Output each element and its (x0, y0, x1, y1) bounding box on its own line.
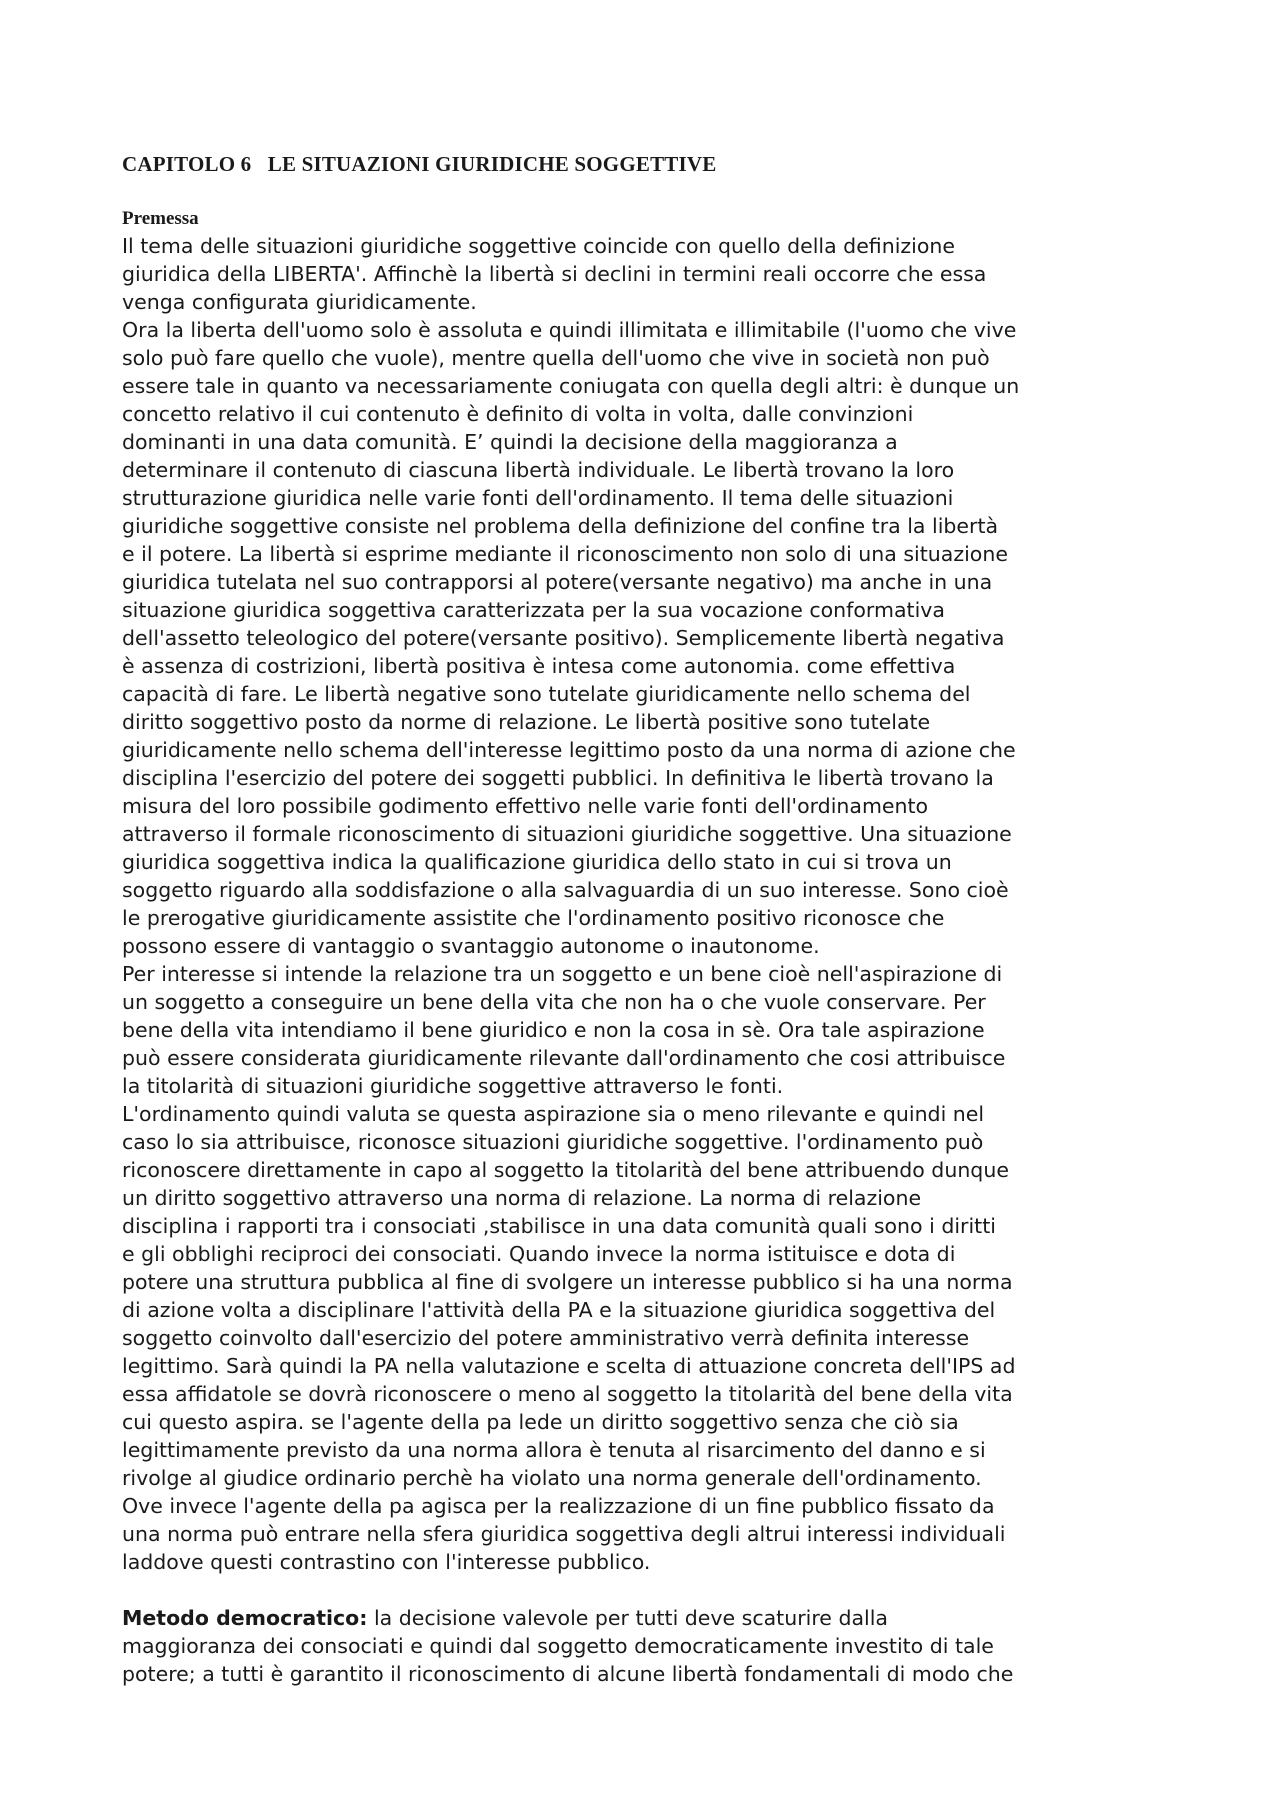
text-line: dominanti in una data comunità. E’ quindi la decisione della maggioranza a (122, 430, 898, 454)
paragraph-spacer (122, 1576, 1168, 1604)
premessa-body (122, 232, 1168, 1576)
text-line: essa affidatole se dovrà riconoscere o meno al soggetto la titolarità del bene della vita (122, 1382, 1013, 1406)
section-heading-premessa: Premessa (122, 208, 199, 229)
text-line: le prerogative giuridicamente assistite che l'ordinamento positivo riconosce che (122, 906, 945, 930)
metodo-first-line (122, 1604, 1168, 1632)
text-line: giuridica tutelata nel suo contrapporsi al potere(versante negativo) ma anche in una (122, 570, 993, 594)
text-line: capacità di fare. Le libertà negative sono tutelate giuridicamente nello schema del (122, 682, 971, 706)
text-line: un soggetto a conseguire un bene della vita che non ha o che vuole conservare. Per (122, 990, 986, 1014)
metodo-democratico-paragraph (122, 1604, 1168, 1688)
text-line: strutturazione giuridica nelle varie fonti dell'ordinamento. Il tema delle situazioni (122, 486, 954, 510)
text-line: disciplina l'esercizio del potere dei soggetti pubblici. In definitiva le libertà trovano la (122, 766, 994, 790)
text-line: può essere considerata giuridicamente rilevante dall'ordinamento che cosi attribuisce (122, 1046, 1006, 1070)
text-line: potere una struttura pubblica al fine di svolgere un interesse pubblico si ha una norma (122, 1270, 1013, 1294)
text-line: concetto relativo il cui contenuto è definito di volta in volta, dalle convinzioni (122, 402, 914, 426)
text-line: soggetto coinvolto dall'esercizio del potere amministrativo verrà definita interesse (122, 1326, 970, 1350)
text-line: attraverso il formale riconoscimento di situazioni giuridiche soggettive. Una situazione (122, 822, 1012, 846)
text-line: e gli obblighi reciproci dei consociati. Quando invece la norma istituisce e dota di (122, 1242, 956, 1266)
text-line: e il potere. La libertà si esprime mediante il riconoscimento non solo di una situazione (122, 542, 1008, 566)
text-line: soggetto riguardo alla soddisfazione o alla salvaguardia di un suo interesse. Sono cioè (122, 878, 1009, 902)
text-line: Ove invece l'agente della pa agisca per la realizzazione di un fine pubblico fissato da (122, 1494, 995, 1518)
text-line: è assenza di costrizioni, libertà positiva è intesa come autonomia. come effettiva (122, 654, 956, 678)
text-line: di azione volta a disciplinare l'attività della PA e la situazione giuridica soggettiva del (122, 1298, 996, 1322)
text-line: cui questo aspira. se l'agente della pa lede un diritto soggettivo senza che ciò sia (122, 1410, 959, 1434)
document-page (122, 150, 1168, 1688)
text-line: legittimamente previsto da una norma allora è tenuta al risarcimento del danno e si (122, 1438, 986, 1462)
text-line: misura del loro possibile godimento effettivo nelle varie fonti dell'ordinamento (122, 794, 929, 818)
text-line: bene della vita intendiamo il bene giuridico e non la cosa in sè. Ora tale aspirazione (122, 1018, 985, 1042)
text-line: giuridica soggettiva indica la qualificazione giuridica dello stato in cui si trova un (122, 850, 952, 874)
text-line: solo può fare quello che vuole), mentre quella dell'uomo che vive in società non può (122, 346, 990, 370)
text-line: la titolarità di situazioni giuridiche soggettive attraverso le fonti. (122, 1074, 784, 1098)
text-line: maggioranza dei consociati e quindi dal soggetto democraticamente investito di tale (122, 1634, 994, 1658)
text-line: giuridiche soggettive consiste nel problema della definizione del confine tra la libertà (122, 514, 999, 538)
text-line: determinare il contenuto di ciascuna libertà individuale. Le libertà trovano la loro (122, 458, 955, 482)
chapter-title: CAPITOLO 6 LE SITUAZIONI GIURIDICHE SOGGETTIVE (122, 152, 717, 176)
text-line: giuridica della LIBERTA'. Affinchè la libertà si declini in termini reali occorre che essa (122, 262, 987, 286)
text-line: legittimo. Sarà quindi la PA nella valutazione e scelta di attuazione concreta dell'IPS ad (122, 1354, 1016, 1378)
text-line: essere tale in quanto va necessariamente coniugata con quella degli altri: è dunque un (122, 374, 1020, 398)
metodo-first-line-rest: la decisione valevole per tutti deve scaturire dalla (367, 1606, 888, 1630)
text-line: Il tema delle situazioni giuridiche soggettive coincide con quello della definizione (122, 234, 956, 258)
text-line: una norma può entrare nella sfera giuridica soggettiva degli altrui interessi individuali (122, 1522, 1006, 1546)
text-line: caso lo sia attribuisce, riconosce situazioni giuridiche soggettive. l'ordinamento può (122, 1130, 984, 1154)
text-line: potere; a tutti è garantito il riconoscimento di alcune libertà fondamentali di modo che (122, 1662, 1014, 1686)
text-line: Ora la liberta dell'uomo solo è assoluta e quindi illimitata e illimitabile (l'uomo che vive (122, 318, 1017, 342)
metodo-term: Metodo democratico: (122, 1606, 368, 1630)
text-line: giuridicamente nello schema dell'interesse legittimo posto da una norma di azione che (122, 738, 1016, 762)
text-line: situazione giuridica soggettiva caratterizzata per la sua vocazione conformativa (122, 598, 945, 622)
text-line: possono essere di vantaggio o svantaggio autonome o inautonome. (122, 934, 820, 958)
text-line: dell'assetto teleologico del potere(versante positivo). Semplicemente libertà negativa (122, 626, 1005, 650)
text-line: un diritto soggettivo attraverso una norma di relazione. La norma di relazione (122, 1186, 922, 1210)
text-line: diritto soggettivo posto da norme di relazione. Le libertà positive sono tutelate (122, 710, 931, 734)
text-line: laddove questi contrastino con l'interesse pubblico. (122, 1550, 651, 1574)
text-line: L'ordinamento quindi valuta se questa aspirazione sia o meno rilevante e quindi nel (122, 1102, 985, 1126)
text-line: Per interesse si intende la relazione tra un soggetto e un bene cioè nell'aspirazione di (122, 962, 1003, 986)
text-line: rivolge al giudice ordinario perchè ha violato una norma generale dell'ordinamento. (122, 1466, 982, 1490)
text-line: venga configurata giuridicamente. (122, 290, 477, 314)
text-line: disciplina i rapporti tra i consociati ,stabilisce in una data comunità quali sono i diritti (122, 1214, 996, 1238)
text-line: riconoscere direttamente in capo al soggetto la titolarità del bene attribuendo dunque (122, 1158, 1009, 1182)
